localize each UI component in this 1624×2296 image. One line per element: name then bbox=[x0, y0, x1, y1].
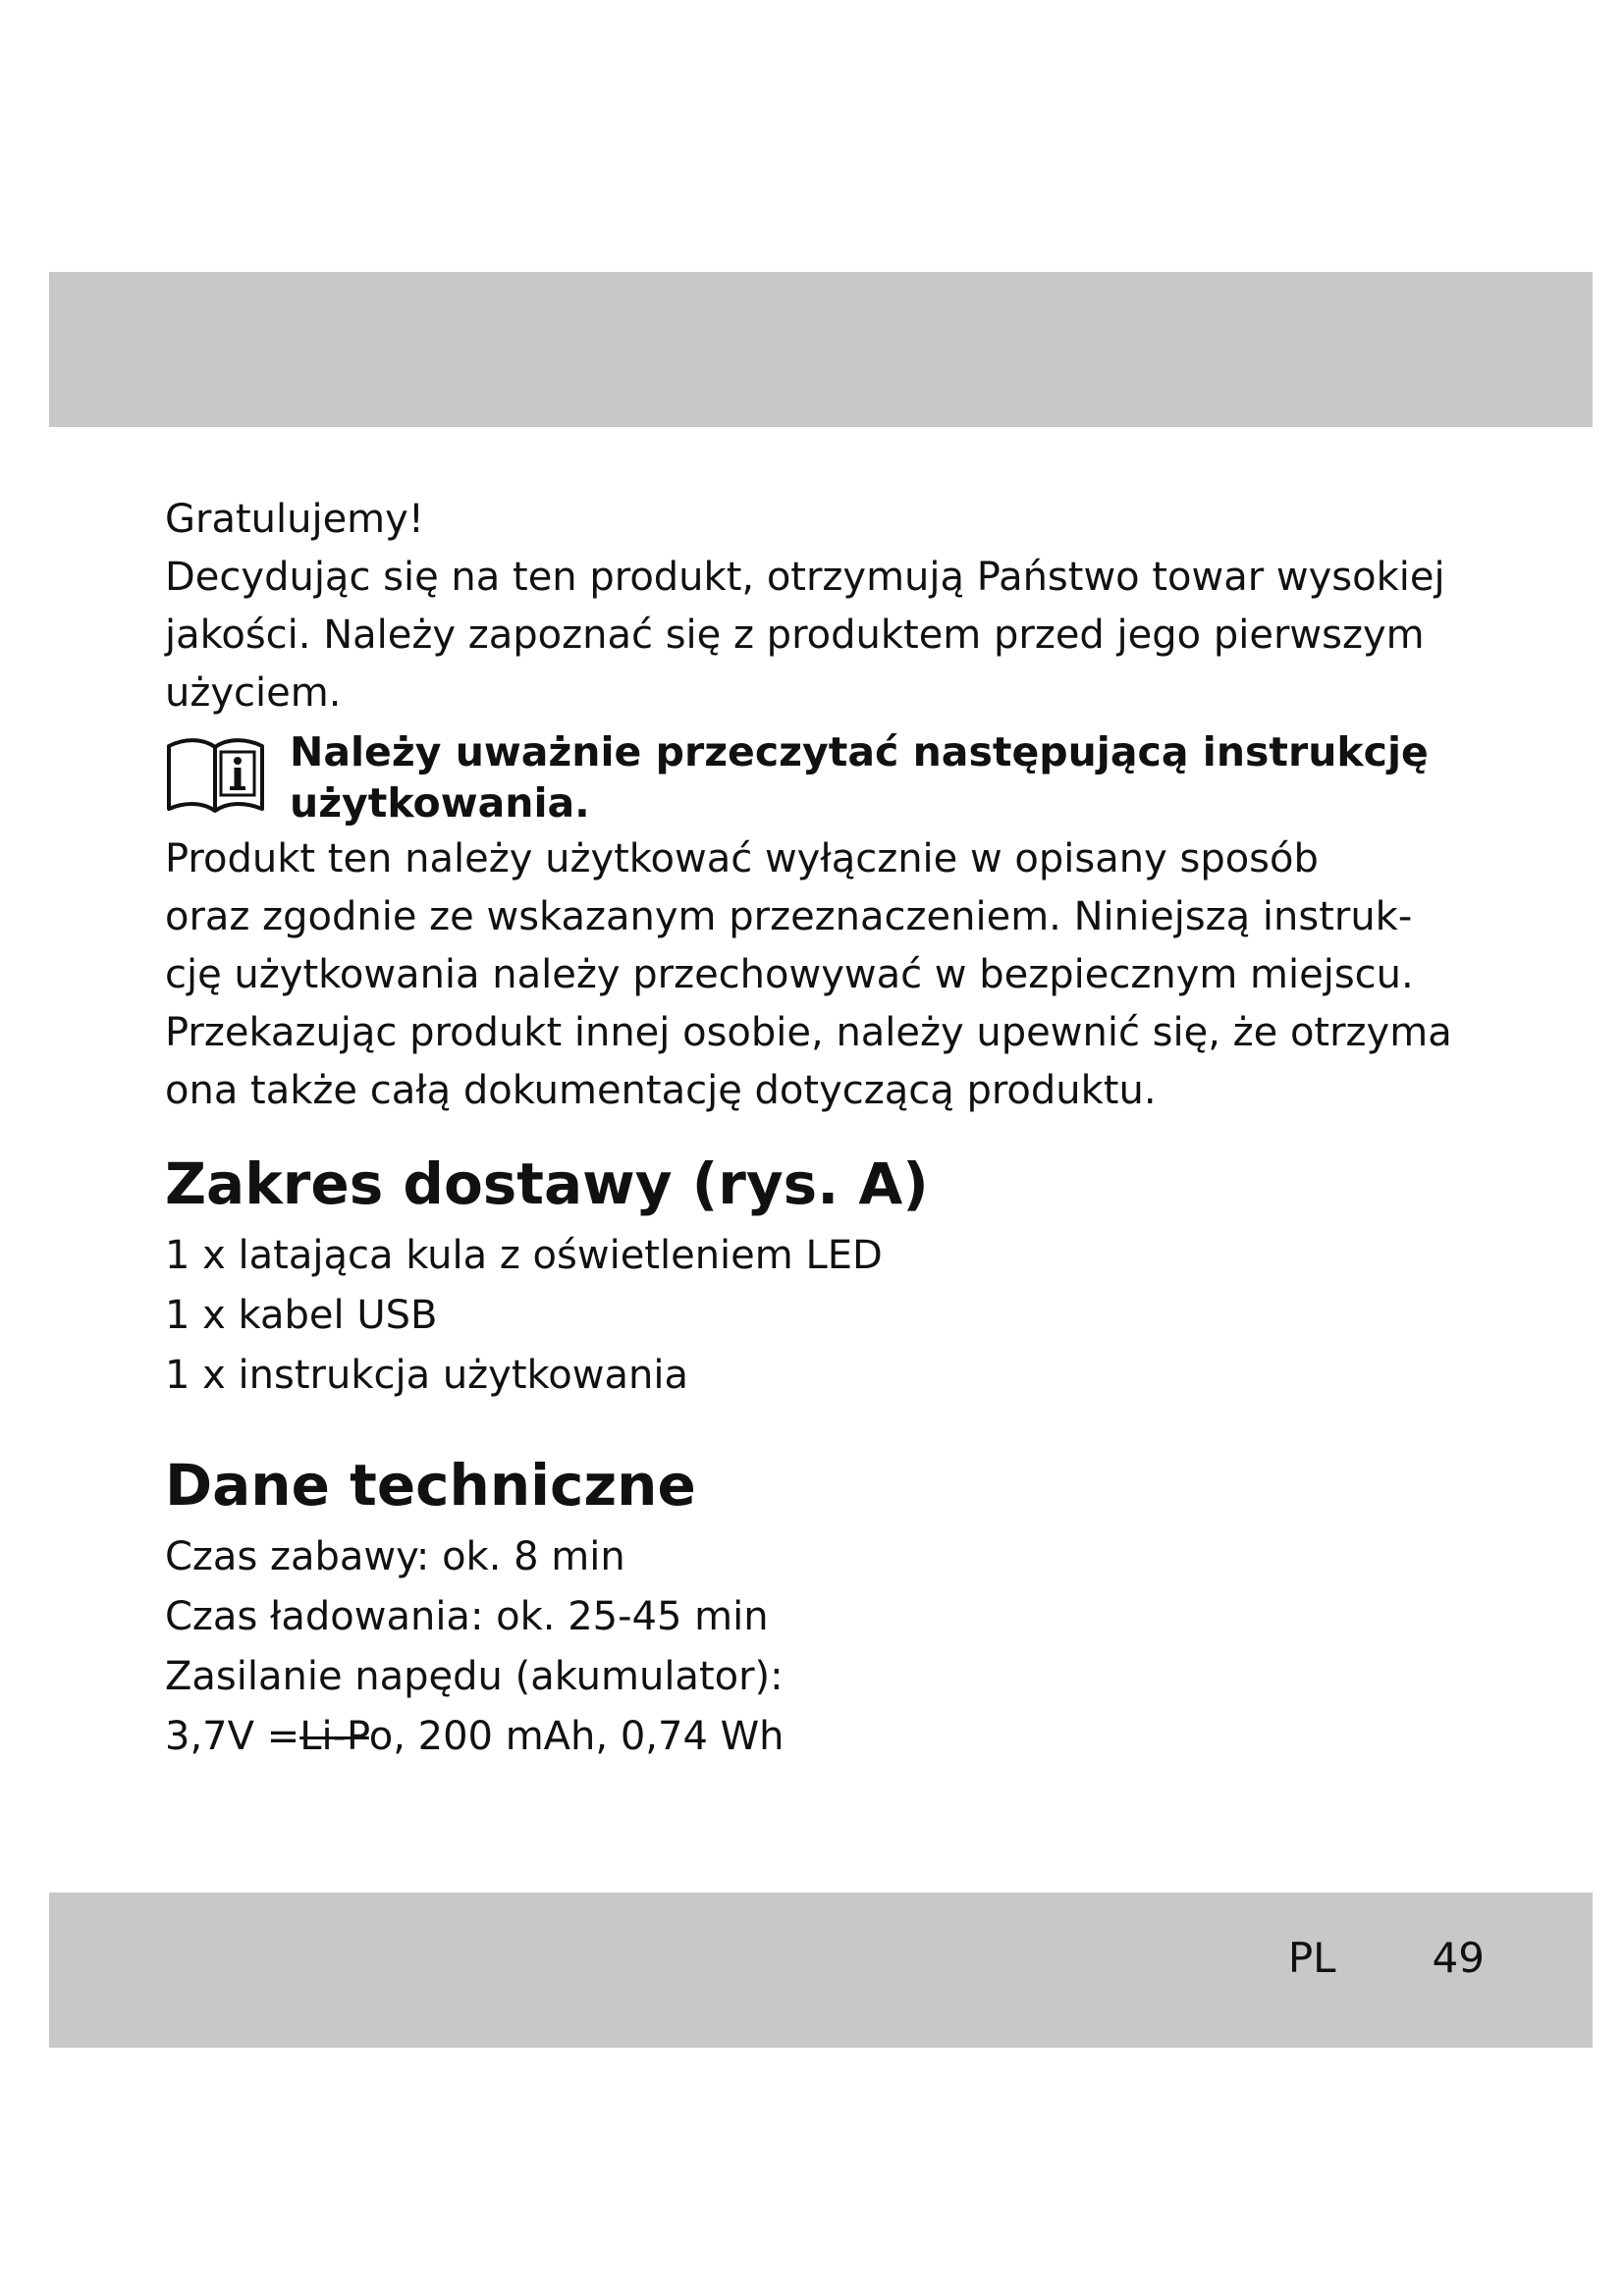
notice-line: użytkowania. bbox=[290, 779, 590, 827]
page-footer bbox=[1288, 1929, 1485, 1988]
intro-line: jakości. Należy zapoznać się z produktem przed jego pierwszym bbox=[165, 613, 1425, 658]
usage-line: Przekazując produkt innej osobie, należy upewnić się, że otrzyma bbox=[165, 1010, 1452, 1055]
battery-spec bbox=[165, 1707, 1471, 1767]
read-instructions-notice bbox=[165, 726, 1471, 828]
usage-line: cję użytkowania należy przechowywać w bezpiecznym miejscu. bbox=[165, 952, 1414, 997]
page-number: 49 bbox=[1432, 1934, 1485, 1982]
technical-line: Zasilanie napędu (akumulator): bbox=[165, 1654, 784, 1699]
battery-voltage: 3,7V bbox=[165, 1714, 254, 1759]
language-code: PL bbox=[1287, 1934, 1336, 1982]
delivery-item: 1 x instrukcja użytkowania bbox=[165, 1353, 688, 1398]
notice-line: Należy uważnie przeczytać następującą instrukcję bbox=[290, 728, 1429, 775]
page-content bbox=[165, 491, 1471, 1767]
header-band bbox=[49, 272, 1593, 427]
intro-line: Decydując się na ten produkt, otrzymują Państwo towar wysokiej bbox=[165, 555, 1445, 600]
technical-heading: Dane techniczne bbox=[165, 1452, 696, 1519]
manual-info-icon bbox=[165, 730, 266, 821]
dc-symbol: = bbox=[266, 1714, 300, 1759]
battery-details: o, 200 mAh, 0,74 Wh bbox=[368, 1714, 785, 1759]
intro-line: użyciem. bbox=[165, 670, 342, 716]
delivery-item: 1 x kabel USB bbox=[165, 1293, 438, 1338]
usage-line: ona także całą dokumentację dotyczącą produktu. bbox=[165, 1068, 1157, 1113]
battery-type-struck: Li-P bbox=[299, 1714, 369, 1759]
usage-line: Produkt ten należy użytkować wyłącznie w opisany sposób bbox=[165, 836, 1319, 881]
greeting: Gratulujemy! bbox=[165, 497, 424, 542]
technical-line: Czas ładowania: ok. 25-45 min bbox=[165, 1594, 769, 1639]
technical-line: Czas zabawy: ok. 8 min bbox=[165, 1534, 625, 1579]
delivery-heading: Zakres dostawy (rys. A) bbox=[165, 1150, 929, 1217]
usage-line: oraz zgodnie ze wskazanym przeznaczeniem. Niniejszą instruk- bbox=[165, 894, 1413, 939]
delivery-item: 1 x latająca kula z oświetleniem LED bbox=[165, 1233, 883, 1278]
